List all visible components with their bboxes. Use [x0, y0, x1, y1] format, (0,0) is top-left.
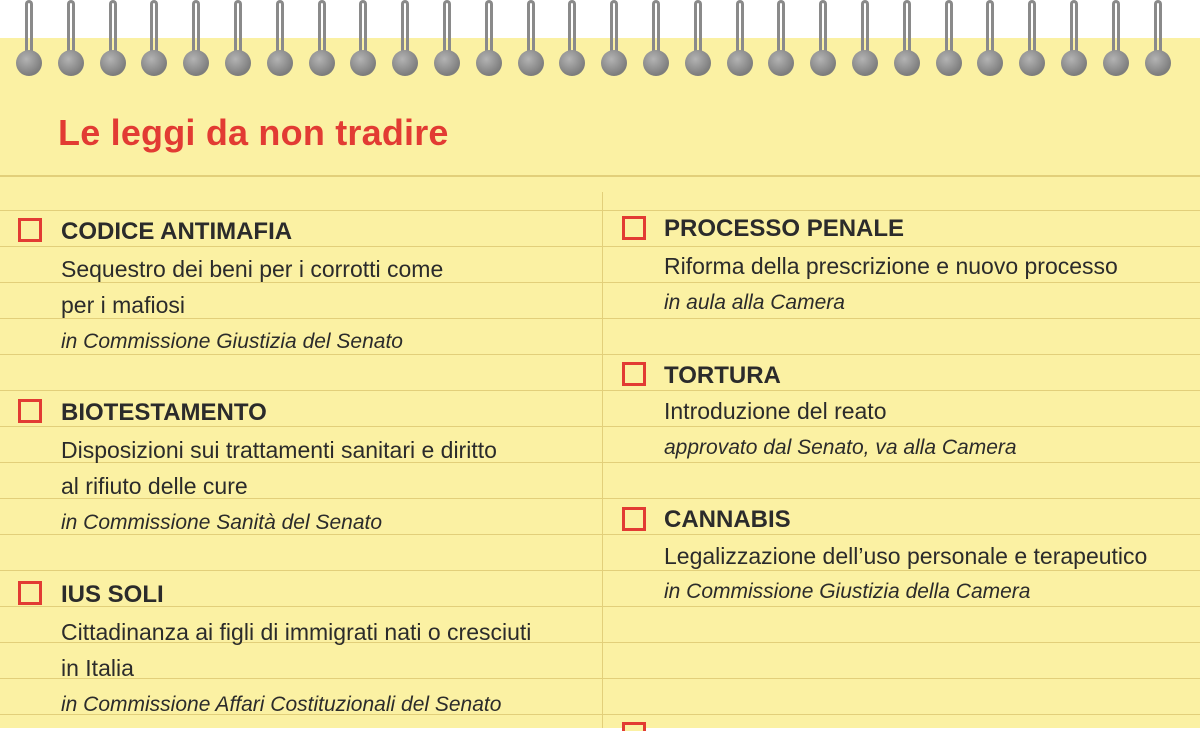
- checkbox-icon[interactable]: [622, 507, 646, 531]
- law-title: TORTURA: [664, 362, 781, 389]
- binding-hole: [936, 50, 962, 76]
- law-status: in Commissione Giustizia della Camera: [664, 580, 1031, 603]
- binding-hole: [1019, 50, 1045, 76]
- binding-hole: [267, 50, 293, 76]
- law-status: approvato dal Senato, va alla Camera: [664, 436, 1017, 459]
- checkbox-icon[interactable]: [622, 362, 646, 386]
- page-title: Le leggi da non tradire: [58, 112, 449, 153]
- binding-hole: [601, 50, 627, 76]
- binding-hole: [434, 50, 460, 76]
- checkbox-icon[interactable]: [18, 581, 42, 605]
- law-description: Introduzione del reato: [664, 398, 887, 424]
- law-description: Disposizioni sui trattamenti sanitari e diritto: [61, 437, 497, 463]
- binding-hole: [392, 50, 418, 76]
- binding-hole: [100, 50, 126, 76]
- binding-hole: [309, 50, 335, 76]
- law-description: Riforma della prescrizione e nuovo processo: [664, 253, 1118, 279]
- law-description: Legalizzazione dell’uso personale e terapeutico: [664, 543, 1148, 569]
- law-description: al rifiuto delle cure: [61, 473, 248, 499]
- binding-hole: [768, 50, 794, 76]
- binding-hole: [977, 50, 1003, 76]
- law-title: IUS SOLI: [61, 581, 164, 608]
- law-title: CODICE ANTIMAFIA: [61, 218, 293, 245]
- checkbox-icon[interactable]: [622, 216, 646, 240]
- binding-hole: [58, 50, 84, 76]
- law-title: CANNABIS: [664, 506, 791, 533]
- binding-hole: [16, 50, 42, 76]
- law-title: PROCESSO PENALE: [664, 215, 905, 242]
- law-status: in Commissione Sanità del Senato: [61, 511, 383, 534]
- checkbox-icon[interactable]: [18, 218, 42, 242]
- column-divider: [602, 192, 603, 728]
- header-divider: [0, 175, 1200, 177]
- binding-hole: [852, 50, 878, 76]
- binding-hole: [810, 50, 836, 76]
- binding-hole: [225, 50, 251, 76]
- binding-hole: [183, 50, 209, 76]
- binding-hole: [141, 50, 167, 76]
- law-status: in Commissione Giustizia del Senato: [61, 330, 403, 353]
- binding-hole: [1145, 50, 1171, 76]
- binding-hole: [685, 50, 711, 76]
- law-status: in aula alla Camera: [664, 291, 845, 314]
- checkbox-icon[interactable]: [18, 399, 42, 423]
- binding-hole: [559, 50, 585, 76]
- law-description: in Italia: [61, 655, 134, 681]
- checkbox-icon[interactable]: [622, 722, 646, 731]
- binding-hole: [350, 50, 376, 76]
- spiral-binding: [0, 0, 1200, 82]
- binding-hole: [727, 50, 753, 76]
- law-status: in Commissione Affari Costituzionali del Senato: [61, 693, 502, 716]
- binding-hole: [894, 50, 920, 76]
- law-description: per i mafiosi: [61, 292, 185, 318]
- binding-hole: [1061, 50, 1087, 76]
- binding-hole: [1103, 50, 1129, 76]
- law-description: Cittadinanza ai figli di immigrati nati o cresciuti: [61, 619, 532, 645]
- binding-hole: [518, 50, 544, 76]
- law-description: Sequestro dei beni per i corrotti come: [61, 256, 444, 282]
- law-title: BIOTESTAMENTO: [61, 399, 267, 426]
- binding-hole: [643, 50, 669, 76]
- binding-hole: [476, 50, 502, 76]
